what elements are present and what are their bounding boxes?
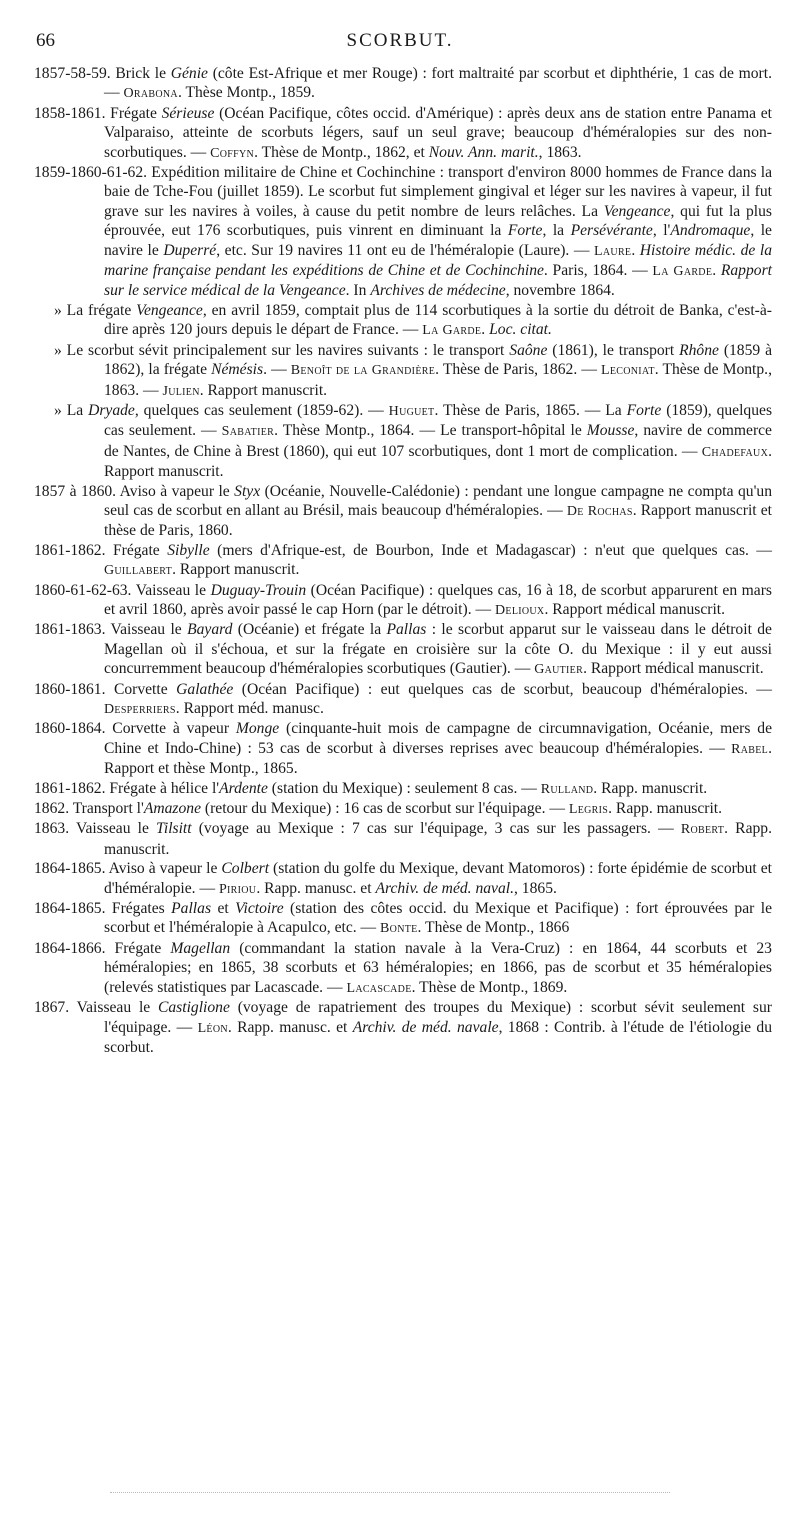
entry-text: 1861-1862. Frégate à hélice l'	[34, 779, 220, 797]
italic-title: Tilsitt	[156, 820, 192, 838]
entry-text: 1867. Vaisseau le	[34, 999, 158, 1017]
author-name: Rabel	[731, 741, 769, 757]
entry-text: , qui fut la plus éprouvée, eut 176 scorbutiques, puis vinrent en diminuant la	[104, 202, 772, 240]
author-name: Sabatier	[221, 424, 275, 440]
entry-text: 1862. Transport l'	[34, 800, 144, 818]
bibliography-entry	[34, 620, 772, 679]
entry-text: (Océan Pacifique, côtes occid. d'Amérique) : après deux ans de station entre Panama et Valparaiso, atteinte de scorbuts légers, sauf un seul grave; beaucoup d'héméralopies sur des non-scorbutiques. —	[104, 104, 772, 161]
entry-text: (retour du Mexique) : 16 cas de scorbut sur l'équipage. —	[201, 800, 569, 818]
entry-text: (Océan Pacifique) : eut quelques cas de scorbut, beaucoup d'héméralopies. —	[233, 680, 772, 698]
author-name: Guillabert	[104, 563, 173, 579]
entry-text: . —	[263, 361, 291, 379]
entry-text: . Thèse de Montp., 1869.	[411, 978, 568, 996]
entry-text: . Paris, 1864. —	[543, 262, 653, 280]
entry-text: . Rapport manuscrit et thèse de Paris, 1860.	[104, 501, 773, 540]
author-name: De Rochas	[566, 503, 633, 519]
entry-text: .	[481, 321, 490, 339]
entry-text: » Le scorbut sévit principalement sur les navires suivants : le transport	[54, 341, 510, 359]
italic-title: Duperré	[163, 241, 217, 259]
author-name: Huguet	[388, 403, 435, 419]
italic-title: Némésis	[211, 361, 264, 379]
entry-text: (Océanie) et frégate la	[232, 621, 387, 639]
italic-title: Bayard	[187, 621, 233, 639]
italic-title: Nouv. Ann. marit.	[428, 143, 539, 161]
entry-text: , l'	[652, 222, 671, 240]
bibliography-entry	[34, 799, 772, 819]
italic-title: Forte	[507, 222, 543, 240]
entry-text: . Rapp. manuscrit.	[593, 779, 708, 797]
entry-text: (commandant la station navale à la Vera-Cruz) : en 1864, 44 scorbuts et 23 héméralopies; en 1865, 38 scorbuts et 63 héméralopies; en 1866, pas de scorbut et 35 héméralopies (relevés statistiques par Lacascade. —	[104, 939, 772, 996]
italic-title: Rhône	[679, 341, 719, 359]
author-name: La Garde	[652, 264, 713, 280]
entry-text: . Thèse de Montp., 1862, et	[254, 143, 429, 161]
entry-text: (1859), quelques cas seulement. —	[104, 401, 773, 440]
entry-text: (1861), le transport	[547, 341, 680, 359]
entry-text: , 1865.	[514, 879, 557, 897]
entry-text: 1861-1863. Vaisseau le	[34, 621, 188, 639]
entry-text: 1864-1865. Frégates	[34, 900, 172, 918]
italic-title: Castiglione	[157, 999, 230, 1017]
entry-text: . Rapport manuscrit.	[104, 442, 772, 481]
entry-text: . Thèse de Paris, 1865. — La	[434, 401, 627, 419]
entry-text: » La	[54, 401, 89, 419]
italic-title: Duguay-Trouin	[210, 581, 307, 599]
author-name: Legris	[568, 802, 609, 818]
entry-text: , en avril 1859, comptait plus de 114 scorbutiques à la sortie du détroit de Banka, c'est-à-dire après 120 jours depuis le départ de France. —	[104, 301, 772, 339]
italic-title: Forte	[626, 401, 662, 419]
bibliography-entry	[34, 64, 772, 104]
entry-text: : le scorbut apparut sur le vaisseau dans le détroit de Magellan où il s'échoua, et sur la frégate en croisière sur la côte O. du Mexique : il y eut aussi concurremment beaucoup d'héméralopies scorbutiques (Gautier). —	[104, 621, 772, 678]
entry-text: . Rapport manuscrit.	[199, 381, 328, 399]
italic-title: Sérieuse	[161, 104, 215, 122]
entry-text: » La frégate	[54, 301, 137, 319]
entry-text: , quelques cas seulement (1859-62). —	[134, 401, 389, 419]
entry-text: et	[211, 900, 236, 918]
bibliography-entry	[34, 541, 772, 581]
author-name: Julien	[162, 383, 200, 399]
italic-title: Loc. citat.	[489, 321, 552, 339]
entry-text: 1860-1861. Corvette	[34, 680, 177, 698]
entry-text: (station des côtes occid. du Mexique et Pacifique) : fort éprouvées par le scorbut et l'héméralopie à Acapulco, etc. —	[104, 900, 773, 937]
entry-text: . Rapp. manusc. et	[227, 1018, 353, 1036]
entry-text: , 1863.	[538, 143, 582, 161]
entry-text: (cinquante-huit mois de campagne de circumnavigation, Océanie, mers de Chine et Indo-Chine) : 53 cas de scorbut à diverses reprises avec beaucoup d'héméralopies. —	[104, 720, 772, 757]
entry-text: 1859-1860-61-62. Expédition militaire de Chine et Cochinchine : transport d'environ 8000 hommes de France dans la baie de Tche-Fou (juillet 1859). Le scorbut fut simplement gingival et léger sur les navires à vapeur, il fut grave sur les navires à voiles, à cause du petit nombre de leurs relâches. La	[34, 164, 772, 220]
entry-text: . Rapport méd. manusc.	[175, 700, 324, 717]
italic-title: Colbert	[221, 860, 270, 878]
italic-title: Rapport sur le service médical de la Vengeance	[104, 262, 772, 300]
italic-title: Dryade	[88, 401, 135, 419]
italic-title: Pallas	[386, 621, 427, 639]
italic-title: Monge	[235, 720, 280, 738]
italic-title: Persévérante	[570, 222, 653, 240]
italic-title: Archives de médecine	[370, 282, 506, 300]
author-name: Desperriers	[104, 702, 176, 717]
author-name: Orabona	[123, 86, 178, 102]
bibliography-entry	[34, 104, 772, 163]
entry-text: (côte Est-Afrique et mer Rouge) : fort maltraité par scorbut et diphthérie, 1 cas de mort. —	[104, 65, 772, 102]
entry-text: 1860-61-62-63. Vaisseau le	[34, 581, 211, 599]
bibliography-entry	[34, 163, 772, 301]
entry-text: . Thèse de Paris, 1862. —	[435, 361, 602, 379]
entry-text: .	[712, 262, 721, 280]
author-name: Leconiat	[601, 363, 655, 379]
author-name: Chadefaux	[701, 444, 769, 460]
bibliography-entry	[34, 341, 772, 401]
italic-title: Pallas	[171, 900, 212, 918]
italic-title: Archiv. de méd. navale	[352, 1018, 499, 1036]
bibliography-entry	[34, 680, 772, 720]
entry-text: 1864-1866. Frégate	[34, 939, 171, 957]
italic-title: Mousse	[586, 422, 635, 440]
italic-title: Sibylle	[167, 541, 210, 559]
entry-text: , 1868 : Contrib. à l'étude de l'étiologie du scorbut.	[104, 1018, 772, 1056]
running-title: SCORBUT.	[346, 30, 454, 51]
entry-text: . In	[345, 282, 371, 300]
entry-text: 1858-1861. Frégate	[34, 104, 162, 122]
entry-text: (station du golfe du Mexique, devant Matomoros) : forte épidémie de scorbut et d'héméralopie. —	[104, 860, 772, 897]
italic-title: Magellan	[170, 939, 231, 957]
entry-text: . Rapp. manuscrit.	[608, 800, 723, 818]
entry-text: 1860-1864. Corvette à vapeur	[34, 720, 236, 738]
entry-text: (Océanie, Nouvelle-Calédonie) : pendant une longue campagne ne compta qu'un seul cas de scorbut en allant au Brésil, mais beaucoup d'héméralopies. —	[104, 482, 772, 519]
author-name: Rulland	[540, 781, 594, 797]
entry-text: (Océan Pacifique) : quelques cas, 16 à 18, de scorbut apparurent en mars et avril 1860, après avoir passé le cap Horn (par le détroit). —	[104, 581, 772, 618]
entry-text: , le navire le	[104, 222, 772, 259]
entry-text: (mers d'Afrique-est, de Bourbon, Inde et Madagascar) : n'eut que quelques cas. —	[209, 541, 772, 559]
entry-text: (station du Mexique) : seulement 8 cas. —	[267, 779, 541, 797]
author-name: Piriou	[218, 881, 257, 897]
entry-text: . Thèse Montp., 1859.	[177, 84, 315, 102]
italic-title: Vengeance	[136, 301, 203, 319]
entry-text: . Rapport manuscrit.	[172, 561, 300, 579]
bibliography-entry	[34, 779, 772, 799]
footer-rule	[110, 1492, 670, 1493]
author-name: Coffyn	[210, 145, 255, 161]
entry-text: (voyage de rapatriement des troupes du Mexique) : scorbut sévit seulement sur l'équipage. —	[104, 999, 772, 1036]
page-header	[36, 30, 764, 54]
italic-title: Histoire médic. de la marine française pendant les expéditions de Chine et de Cochinchine	[104, 241, 773, 280]
page-number: 66	[36, 30, 55, 51]
entry-text: . Rapport et thèse Montp., 1865.	[104, 739, 772, 778]
entry-text: .	[631, 241, 640, 259]
italic-title: Ardente	[219, 779, 268, 797]
entry-text: . Thèse de Montp., 1866	[417, 919, 570, 937]
italic-title: Galathée	[176, 680, 234, 698]
entry-text: . Thèse Montp., 1864. — Le transport-hôpital le	[274, 422, 587, 440]
author-name: Lacascade	[346, 980, 412, 996]
author-name: Gautier	[534, 662, 584, 678]
bibliography-entry	[34, 401, 772, 482]
bibliography-entry	[34, 859, 772, 899]
bibliography-entry	[34, 719, 772, 778]
entry-text: . Rapp. manusc. et	[256, 879, 376, 897]
entry-text: , la	[542, 222, 571, 240]
author-name: Léon	[197, 1020, 228, 1036]
italic-title: Styx	[234, 482, 261, 500]
italic-title: Victoire	[235, 900, 284, 918]
author-name: La Garde	[422, 323, 482, 339]
bibliography-entry	[34, 301, 772, 341]
italic-title: Saône	[509, 341, 548, 359]
italic-title: Archiv. de méd. naval.	[375, 879, 514, 897]
entry-text: . Rapport médical manuscrit.	[544, 600, 726, 618]
entry-text: 1864-1865. Aviso à vapeur le	[34, 860, 222, 878]
entries-list	[34, 64, 772, 1057]
entry-text: . Rapp. manuscrit.	[104, 820, 772, 858]
entry-text: 1857-58-59. Brick le	[34, 65, 171, 82]
bibliography-entry	[34, 581, 772, 621]
entry-text: (1859 à 1862), la frégate	[104, 341, 773, 379]
author-name: Robert	[680, 822, 725, 838]
bibliography-entry	[34, 482, 772, 541]
entry-text: , navire de commerce de Nantes, de Chine à Brest (1860), qui eut 107 scorbutiques, dont 1 mort de complication. —	[104, 422, 772, 460]
author-name: Benoît de la Grandière	[290, 363, 436, 379]
italic-title: Génie	[170, 65, 208, 82]
entry-text: 1863. Vaisseau le	[34, 820, 157, 838]
entry-text: (voyage au Mexique : 7 cas sur l'équipage, 3 cas sur les passagers. —	[191, 820, 681, 838]
italic-title: Andromaque	[670, 222, 751, 240]
entry-text: 1861-1862. Frégate	[34, 541, 168, 559]
entry-text: . Thèse de Montp., 1863. —	[104, 361, 772, 399]
bibliography-entry	[34, 899, 772, 939]
bibliography-entry	[34, 819, 772, 859]
bibliography-entry	[34, 939, 772, 998]
italic-title: Vengeance	[603, 202, 671, 220]
entry-text: . Rapport médical manuscrit.	[583, 660, 764, 678]
entry-text: 1857 à 1860. Aviso à vapeur le	[34, 482, 235, 500]
entry-text: , novembre 1864.	[505, 282, 615, 300]
author-name: Bonte	[380, 921, 418, 937]
author-name: Delioux	[495, 602, 545, 618]
bibliography-entry	[34, 998, 772, 1057]
entry-text: , etc. Sur 19 navires 11 ont eu de l'héméralopie (Laure). —	[216, 241, 595, 259]
author-name: Laure	[594, 243, 632, 259]
italic-title: Amazone	[143, 800, 201, 818]
